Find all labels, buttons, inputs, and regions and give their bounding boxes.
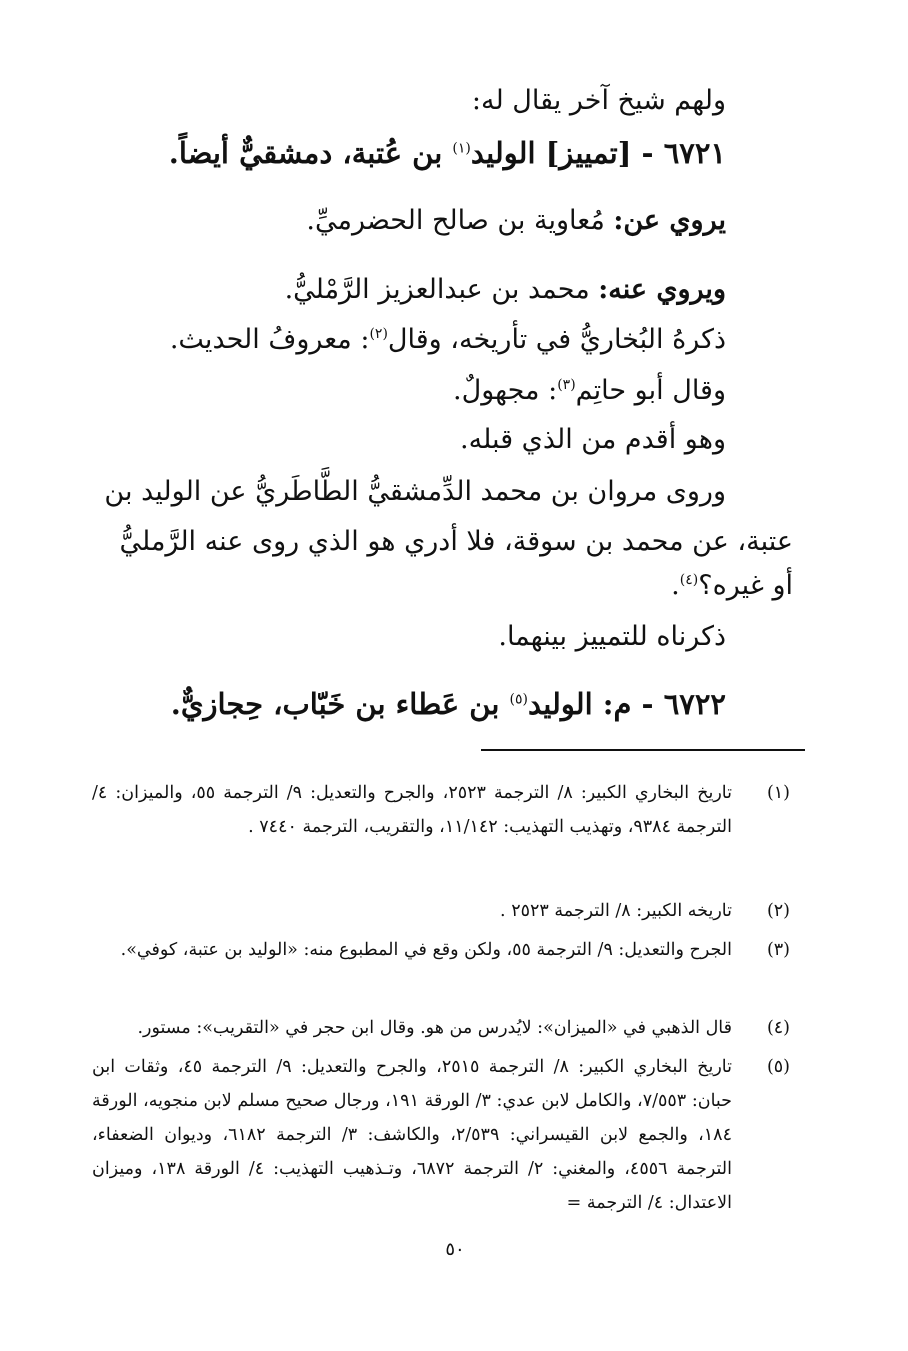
footnote-4-text: قال الذهبي في «الميزان»: لايُدرس من هو. وقال ابن حجر في «التقريب»: مستور. (137, 1018, 732, 1038)
intro-line: ولهم شيخ آخر يقال له: (471, 85, 726, 116)
footnote-ref-1: (١) (452, 140, 471, 157)
footnote-2 (92, 894, 790, 928)
narrates-from-label: يروي عن: (613, 205, 726, 236)
distinguish-line: ذكرناه للتمييز بينهما. (498, 621, 726, 652)
narrates-from-line (306, 201, 726, 241)
entry-6721-suffix: بن عُتبة، دمشقيٌّ أيضاً. (168, 136, 443, 170)
footnote-1 (92, 776, 790, 886)
abu-hatim-line (453, 371, 726, 411)
narrates-from-text: مُعاوية بن صالح الحضرميِّ. (306, 205, 605, 236)
marwan-prefix: أو غيره؟ (698, 570, 793, 601)
footnote-5-text: تاريخ البخاري الكبير: ٨/ الترجمة ٢٥١٥، والجرح والتعديل: ٩/ الترجمة ٤٥، وثقات ابن حبان: ٧/٥٥٣، والكامل لابن عدي: ٣/ الورقة ١٩١، ورجال صحيح مسلم لابن منجويه، الورقة ١٨٤، والجمع لابن القيسراني: ٢/٥٣٩، والكاشف: ٣/ الترجمة ٦١٨٢، وديوان الضعفاء، الترجمة ٤٥٥٦، والمغني: ٢/ الترجمة ٦٨٧٢، وتـذهيب التهذيب: ٤/ الورقة ١٣٨، وميزان الاعتدال: ٤/ الترجمة = (92, 1057, 732, 1213)
footnote-4-number: (٤) (766, 1018, 790, 1038)
entry-6722-heading (171, 684, 726, 724)
marwan-line-1: وروى مروان بن محمد الدِّمشقيُّ الطَّاطَريُّ عن الوليد بن (104, 476, 726, 507)
bukhari-prefix: ذكرهُ البُخاريُّ في تأريخه، وقال (387, 324, 726, 355)
page-number: ٥٠ (445, 1239, 465, 1260)
footnote-1-number: (١) (766, 783, 790, 803)
abu-hatim-suffix: : مجهولٌ. (453, 375, 558, 406)
footnote-1-text: تاريخ البخاري الكبير: ٨/ الترجمة ٢٥٢٣، والجرح والتعديل: ٩/ الترجمة ٥٥، والميزان: ٤/ الترجمة ٩٣٨٤، وتهذيب التهذيب: ١١/١٤٢، والتقريب، الترجمة ٧٤٤٠ . (92, 783, 732, 837)
older-line: وهو أقدم من الذي قبله. (460, 424, 726, 455)
narrated-by-line (285, 270, 726, 310)
footnote-ref-5: (٥) (509, 691, 529, 708)
bukhari-suffix: : معروفُ الحديث. (169, 324, 370, 355)
marwan-line-3 (671, 566, 793, 606)
footnote-ref-2: (٢) (369, 326, 388, 342)
entry-6721-prefix: ٦٧٢١ - [تمييز] الوليد (470, 136, 726, 170)
abu-hatim-prefix: وقال أبو حاتِم (575, 375, 726, 406)
entry-6721-heading (169, 133, 726, 173)
marwan-line-2: عتبة، عن محمد بن سوقة، فلا أدري هو الذي روى عنه الرَّمليُّ (119, 526, 793, 557)
narrated-by-text: محمد بن عبدالعزيز الرَّمْليُّ. (284, 274, 590, 305)
footnote-ref-3: (٣) (557, 377, 576, 393)
marwan-suffix: . (671, 570, 680, 601)
footnote-ref-4: (٤) (679, 572, 699, 588)
footnote-2-text: تاريخه الكبير: ٨/ الترجمة ٢٥٢٣ . (500, 901, 732, 921)
footnote-5-number: (٥) (766, 1057, 790, 1077)
footnote-3-number: (٣) (766, 940, 790, 960)
narrated-by-label: ويروي عنه: (598, 274, 726, 305)
bukhari-line (170, 320, 726, 360)
footnote-4 (92, 1011, 790, 1045)
footnote-2-number: (٢) (766, 901, 790, 921)
footnote-divider (481, 749, 805, 751)
footnote-3-text: الجرح والتعديل: ٩/ الترجمة ٥٥، ولكن وقع في المطبوع منه: «الوليد بن عتبة، كوفي». (120, 940, 732, 960)
footnote-5 (92, 1050, 790, 1230)
entry-6722-prefix: ٦٧٢٢ - م: الوليد (528, 687, 726, 721)
entry-6722-suffix: بن عَطاء بن خَبّاب، حِجازيٌّ. (170, 687, 500, 721)
footnote-3 (92, 933, 790, 1003)
